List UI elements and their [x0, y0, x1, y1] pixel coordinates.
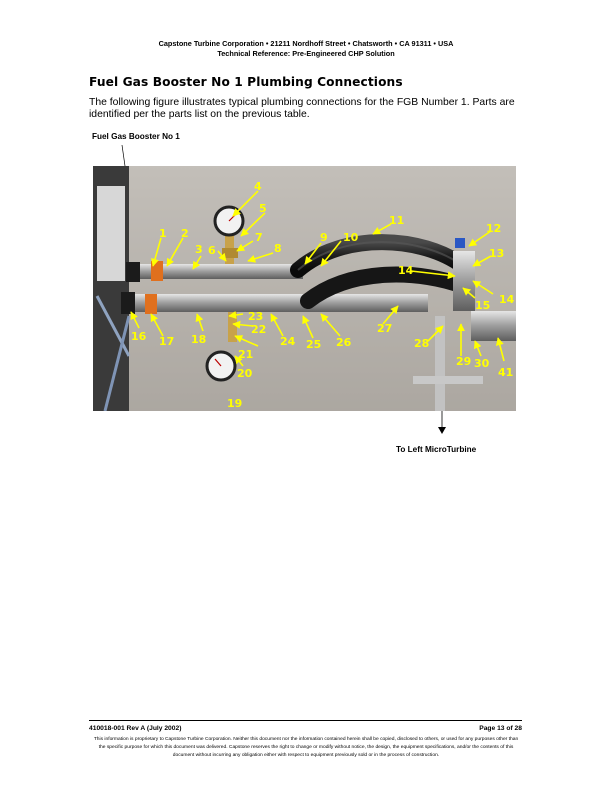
callout-4: 4: [254, 180, 262, 193]
callout-11: 11: [389, 214, 405, 227]
figure-bottom-label: To Left MicroTurbine: [396, 445, 477, 454]
booster-panel: [97, 186, 125, 281]
callout-26: 26: [336, 336, 352, 349]
section-title: Fuel Gas Booster No 1 Plumbing Connections: [89, 75, 403, 89]
callout-9: 9: [320, 231, 328, 244]
down-arrow-icon: [438, 427, 446, 434]
callout-29: 29: [456, 355, 472, 368]
callout-16: 16: [131, 330, 147, 343]
callout-24: 24: [280, 335, 296, 348]
document-id: 410018-001 Rev A (July 2002): [89, 725, 182, 732]
callout-12: 12: [486, 222, 502, 235]
callout-25: 25: [306, 338, 322, 351]
callout-15: 15: [475, 299, 491, 312]
callout-5: 5: [259, 202, 267, 215]
blue-valve-handle: [455, 238, 465, 248]
callout-23: 23: [248, 310, 264, 323]
callout-30: 30: [474, 357, 490, 370]
callout-2: 2: [181, 227, 189, 240]
callout-14b: 14: [499, 293, 515, 306]
vertical-strut: [435, 316, 445, 411]
callout-19: 19: [227, 397, 243, 410]
right-fitting: [453, 251, 475, 311]
callout-41: 41: [498, 366, 514, 379]
callout-10: 10: [343, 231, 359, 244]
page-number: Page 13 of 28: [479, 725, 522, 732]
callout-21: 21: [238, 348, 254, 361]
callout-7: 7: [255, 231, 263, 244]
callout-3: 3: [195, 243, 203, 256]
intro-paragraph: The following figure illustrates typical plumbing connections for the FGB Number 1. Parts are identified per the parts list on the previous table.: [89, 97, 515, 121]
callout-27: 27: [377, 322, 393, 335]
right-outlet-pipe: [471, 311, 516, 341]
page-header-company: Capstone Turbine Corporation • 21211 Nordhoff Street • Chatsworth • CA 91311 • USA: [158, 39, 454, 48]
page-header-subtitle: Technical Reference: Pre-Engineered CHP Solution: [217, 49, 395, 58]
support-bracket: [413, 376, 483, 384]
callout-13: 13: [489, 247, 505, 260]
plumbing-photo: [93, 166, 516, 411]
figure-top-label: Fuel Gas Booster No 1: [92, 132, 180, 141]
callout-8: 8: [274, 242, 282, 255]
callout-6: 6: [208, 244, 216, 257]
callout-22: 22: [251, 323, 267, 336]
proprietary-disclaimer: This information is proprietary to Capstone Turbine Corporation. Neither this document nor the information contained herein shall be copied, disclosed to others, or used for any purposes other than the specific purpose for which this document was delivered. Capstone reserves the right to change or modify without notice, the design, the equipment specifications, and/or the contents of this document without incurring any obligation either with respect to equipment previously sold or in the process of construction.: [93, 737, 519, 758]
callout-17: 17: [159, 335, 175, 348]
callout-20: 20: [237, 367, 253, 380]
callout-14: 14: [398, 264, 414, 277]
top-label-leader: [122, 145, 125, 166]
callout-28: 28: [414, 337, 430, 350]
lower-pipe: [128, 294, 428, 312]
orange-fitting-lower: [145, 294, 157, 314]
callout-1: 1: [159, 227, 167, 240]
footer-divider: [89, 720, 522, 721]
callout-18: 18: [191, 333, 207, 346]
